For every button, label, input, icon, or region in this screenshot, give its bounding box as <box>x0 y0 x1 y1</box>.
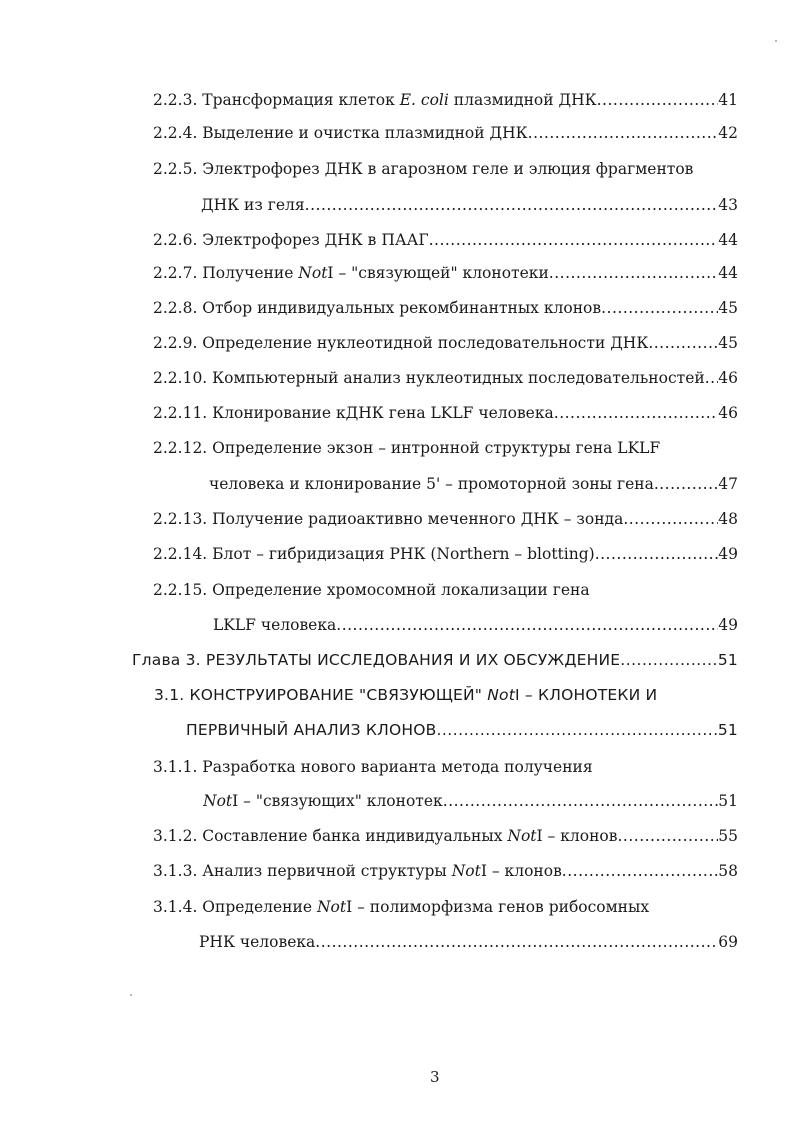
toc-page-number: 55 <box>718 827 738 845</box>
toc-entry-3-1-4 <box>153 896 649 918</box>
toc-entry-2-2-12: 2.2.12. Определение экзон – интронной структуры гена LKLF <box>153 439 661 457</box>
toc-entry-2-2-15: 2.2.15. Определение хромосомной локализации гена <box>153 581 590 599</box>
toc-entry-2-2-5: 2.2.5. Электрофорез ДНК в агарозном геле и элюция фрагментов <box>153 160 694 178</box>
toc-page-number: 45 <box>718 334 738 352</box>
dot-leader <box>436 719 717 741</box>
toc-page-number: 49 <box>718 616 738 634</box>
toc-entry-text: 2.2.9. Определение нуклеотидной последовательности ДНК <box>153 334 649 352</box>
toc-entry-text: человека и клонирование 5' – промоторной зоны гена <box>209 475 654 493</box>
toc-entry-2-2-12-cont <box>209 473 738 495</box>
toc-entry-text: плазмидной ДНК <box>448 91 597 109</box>
scan-speck <box>775 40 777 42</box>
toc-page-number: 49 <box>718 545 738 563</box>
toc-entry-text: LKLF человека <box>213 616 337 634</box>
toc-entry-text: 3.1.4. Определение <box>153 898 317 916</box>
dot-leader <box>528 122 719 144</box>
toc-entry-italic: Not <box>451 862 481 880</box>
toc-entry-text: 3.1. КОНСТРУИРОВАНИЕ "СВЯЗУЮЩЕЙ" <box>154 686 488 704</box>
toc-page-number: 51 <box>717 651 738 669</box>
toc-entry-text: 2.2.3. Трансформация клеток <box>153 91 400 109</box>
toc-entry-text: ДНК из геля <box>201 196 305 214</box>
toc-entry-2-2-14 <box>153 543 738 565</box>
dot-leader <box>623 508 718 530</box>
toc-entry-text: 2.2.8. Отбор индивидуальных рекомбинантных клонов <box>153 299 602 317</box>
toc-entry-text: 2.2.10. Компьютерный анализ нуклеотидных последовательностей <box>153 369 705 387</box>
toc-page-number: 51 <box>718 792 738 810</box>
toc-page-number: 51 <box>717 721 738 739</box>
dot-leader <box>562 860 718 882</box>
toc-page-number: 46 <box>718 404 738 422</box>
toc-entry-2-2-4 <box>153 122 738 144</box>
toc-page-number: 47 <box>718 475 738 493</box>
dot-leader <box>654 473 718 495</box>
toc-page-number: 41 <box>718 91 738 109</box>
toc-entry-2-2-10 <box>153 367 738 389</box>
dot-leader <box>305 194 719 216</box>
toc-entry-italic: Not <box>487 686 516 704</box>
toc-entry-text: I – полиморфизма генов рибосомных <box>346 898 650 916</box>
toc-entry-2-2-11 <box>153 402 738 424</box>
toc-entry-2-2-9 <box>153 332 738 354</box>
dot-leader <box>620 649 718 671</box>
dot-leader <box>617 825 718 847</box>
toc-entry-text: ПЕРВИЧНЫЙ АНАЛИЗ КЛОНОВ <box>186 721 437 739</box>
toc-page-number: 43 <box>718 196 738 214</box>
toc-entry-3-1 <box>154 684 657 706</box>
toc-entry-italic: Not <box>316 898 347 916</box>
toc-entry-3-1-3 <box>153 860 738 882</box>
toc-page-number: 46 <box>718 369 738 387</box>
toc-entry-text: 2.2.7. Получение <box>153 264 299 282</box>
toc-entry-text: I – "связующей" клонотеки <box>327 264 549 282</box>
toc-page-number: 69 <box>718 933 738 951</box>
dot-leader <box>315 931 718 953</box>
dot-leader <box>549 262 718 284</box>
toc-page-number: 42 <box>718 124 738 142</box>
toc-entry-3-1-1-cont <box>203 790 738 812</box>
toc-entry-3-1-2 <box>153 825 738 847</box>
toc-entry-text: I – клонов <box>480 862 562 880</box>
scan-speck <box>130 994 132 996</box>
toc-entry-text: РНК человека <box>199 933 316 951</box>
toc-entry-2-2-6 <box>153 229 738 251</box>
dot-leader <box>595 543 719 565</box>
toc-entry-text: 2.2.6. Электрофорез ДНК в ПААГ <box>153 231 429 249</box>
dot-leader <box>597 89 719 111</box>
toc-entry-text: 3.1.2. Составление банка индивидуальных <box>153 827 508 845</box>
toc-entry-text: 2.2.11. Клонирование кДНК гена LKLF человека <box>153 404 554 422</box>
toc-entry-italic: Not <box>203 792 233 810</box>
toc-entry-text: I – клонов <box>536 827 618 845</box>
toc-page-number: 44 <box>718 264 738 282</box>
page-number: 3 <box>430 1068 440 1086</box>
dot-leader <box>705 367 719 389</box>
dot-leader <box>601 297 718 319</box>
toc-entry-2-2-8 <box>153 297 738 319</box>
toc-entry-italic: E. coli <box>399 91 449 109</box>
toc-entry-text: 2.2.13. Получение радиоактивно меченного ДНК – зонда <box>153 510 624 528</box>
toc-entry-italic: Not <box>507 827 537 845</box>
toc-page-number: 48 <box>718 510 738 528</box>
toc-entry-text: I – "связующих" клонотек <box>232 792 443 810</box>
toc-entry-3-1-cont <box>186 719 738 741</box>
toc-entry-2-2-13 <box>153 508 738 530</box>
toc-entry-text: 2.2.4. Выделение и очистка плазмидной ДНК <box>153 124 528 142</box>
toc-entry-2-2-3 <box>153 89 738 111</box>
dot-leader <box>336 614 718 636</box>
dot-leader <box>429 229 719 251</box>
toc-entry-text: 3.1.3. Анализ первичной структуры <box>153 862 452 880</box>
toc-page-number: 45 <box>718 299 738 317</box>
toc-entry-2-2-15-cont <box>213 614 738 636</box>
toc-entry-3-1-1: 3.1.1. Разработка нового варианта метода получения <box>153 758 593 776</box>
toc-entry-2-2-7 <box>153 262 738 284</box>
toc-chapter-3 <box>132 649 738 671</box>
toc-entry-text: Глава 3. РЕЗУЛЬТАТЫ ИССЛЕДОВАНИЯ И ИХ ОБСУЖДЕНИЕ <box>132 651 621 669</box>
toc-entry-3-1-4-cont <box>199 931 738 953</box>
dot-leader <box>443 790 719 812</box>
toc-page-number: 44 <box>718 231 738 249</box>
toc-page-number: 58 <box>718 862 738 880</box>
toc-entry-text: I – КЛОНОТЕКИ И <box>515 686 658 704</box>
toc-entry-2-2-5-cont <box>201 194 738 216</box>
dot-leader <box>648 332 718 354</box>
toc-entry-italic: Not <box>298 264 328 282</box>
toc-entry-text: 2.2.14. Блот – гибридизация РНК (Northern – blotting) <box>153 545 595 563</box>
dot-leader <box>554 402 718 424</box>
